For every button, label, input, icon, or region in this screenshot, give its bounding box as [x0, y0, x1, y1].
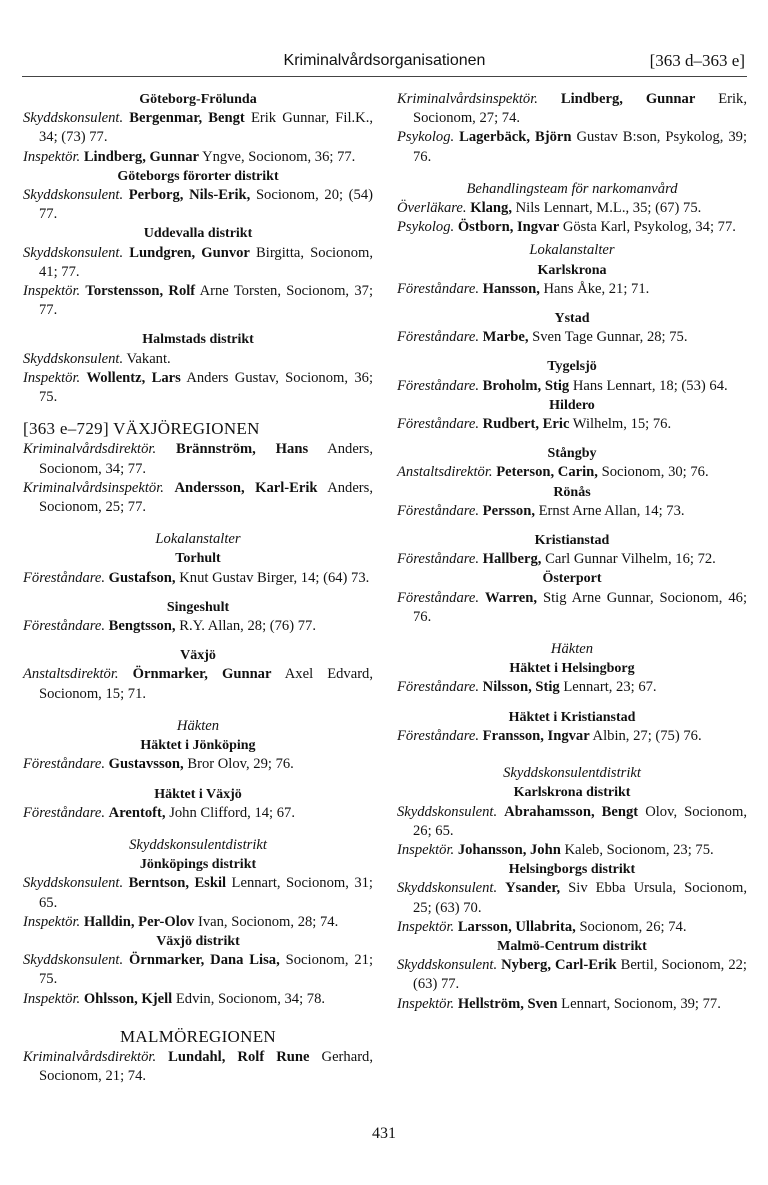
- section-reference: [363 d–363 e]: [649, 51, 745, 70]
- institution-heading: Hildero: [549, 397, 595, 413]
- institution-heading: Växjö: [180, 648, 216, 664]
- entry: Föreståndare. Arentoft, John Clifford, 14; 67.: [23, 804, 296, 821]
- entry: Föreståndare. Marbe, Sven Tage Gunnar, 28; 75.: [397, 329, 688, 346]
- entry: Psykolog. Östborn, Ingvar Gösta Karl, Psykolog, 34; 77.: [397, 219, 736, 236]
- entry: Skyddskonsulent. Vakant.: [23, 350, 171, 367]
- page-header: [22, 46, 747, 77]
- entry: Kriminalvårdsdirektör. Brännström, Hans Anders, Socionom, 34; 77.: [23, 441, 373, 477]
- entry: Inspektör. Johansson, John Kaleb, Socionom, 23; 75.: [397, 841, 714, 858]
- category-heading: Skyddskonsulentdistrikt: [503, 765, 641, 782]
- entry: Anstaltsdirektör. Örnmarker, Gunnar Axel Edvard, Socionom, 15; 71.: [23, 666, 373, 702]
- entry: Inspektör. Torstensson, Rolf Arne Torsten, Socionom, 37; 77.: [23, 283, 373, 319]
- entry: Skyddskonsulent. Lundgren, Gunvor Birgitta, Socionom, 41; 77.: [23, 244, 374, 280]
- institution-heading: Häktet i Växjö: [154, 786, 242, 802]
- institution-heading: Karlskrona: [537, 262, 607, 278]
- entry: Föreståndare. Persson, Ernst Arne Allan, 14; 73.: [397, 502, 685, 519]
- institution-heading: Tygelsjö: [547, 359, 597, 375]
- category-heading: Behandlingsteam för narkomanvård: [466, 180, 678, 197]
- institution-heading: Ystad: [554, 311, 590, 327]
- entry: Kriminalvårdsinspektör. Lindberg, Gunnar Erik, Socionom, 27; 74.: [397, 91, 747, 127]
- left-column: [23, 90, 373, 1086]
- institution-heading: Kristianstad: [534, 533, 610, 549]
- region-heading: [363 e–729] VÄXJÖREGIONEN: [23, 419, 260, 439]
- entry: Skyddskonsulent. Örnmarker, Dana Lisa, Socionom, 21; 75.: [23, 952, 374, 988]
- district-heading: Göteborg-Frölunda: [139, 92, 257, 107]
- category-heading: Lokalanstalter: [155, 531, 241, 548]
- district-heading: Malmö-Centrum distrikt: [497, 938, 647, 954]
- entry: Inspektör. Lindberg, Gunnar Yngve, Socionom, 36; 77.: [23, 148, 356, 165]
- entry: Föreståndare. Rudbert, Eric Wilhelm, 15; 76.: [397, 416, 672, 433]
- institution-heading: Torhult: [175, 551, 221, 567]
- category-heading: Skyddskonsulentdistrikt: [129, 836, 267, 853]
- entry: Föreståndare. Hallberg, Carl Gunnar Vilhelm, 16; 72.: [397, 551, 716, 568]
- category-heading: Häkten: [176, 717, 220, 734]
- entry: Skyddskonsulent. Bergenmar, Bengt Erik Gunnar, Fil.K., 34; (73) 77.: [23, 110, 373, 146]
- entry: Inspektör. Halldin, Per-Olov Ivan, Socionom, 28; 74.: [23, 913, 339, 930]
- district-heading: Karlskrona distrikt: [513, 785, 631, 801]
- district-heading: Helsingborgs distrikt: [508, 862, 636, 878]
- entry: Föreståndare. Gustavsson, Bror Olov, 29; 76.: [23, 756, 294, 773]
- entry: Föreståndare. Warren, Stig Arne Gunnar, Socionom, 46; 76.: [397, 589, 747, 625]
- region-heading: MALMÖREGIONEN: [120, 1026, 276, 1046]
- entry: Skyddskonsulent. Perborg, Nils-Erik, Socionom, 20; (54) 77.: [23, 187, 373, 223]
- right-column: [397, 90, 747, 1014]
- entry: Anstaltsdirektör. Peterson, Carin, Socionom, 30; 76.: [397, 464, 709, 481]
- entry: Skyddskonsulent. Abrahamsson, Bengt Olov, Socionom, 26; 65.: [397, 803, 747, 839]
- entry: Föreståndare. Bengtsson, R.Y. Allan, 28; (76) 77.: [23, 618, 316, 635]
- entry: Kriminalvårdsdirektör. Lundahl, Rolf Rune Gerhard, Socionom, 21; 74.: [23, 1048, 373, 1085]
- entry: Kriminalvårdsinspektör. Andersson, Karl-Erik Anders, Socionom, 25; 77.: [23, 479, 373, 516]
- entry: Skyddskonsulent. Berntson, Eskil Lennart, Socionom, 31; 65.: [23, 875, 373, 911]
- entry: Föreståndare. Nilsson, Stig Lennart, 23; 67.: [397, 679, 657, 696]
- district-heading: Göteborgs förorter distrikt: [117, 168, 279, 184]
- category-heading: Häkten: [550, 641, 594, 658]
- entry: Överläkare. Klang, Nils Lennart, M.L., 35; (67) 75.: [397, 200, 702, 217]
- district-heading: Jönköpings distrikt: [139, 857, 257, 873]
- entry: Föreståndare. Fransson, Ingvar Albin, 27; (75) 76.: [397, 727, 702, 744]
- entry: Föreståndare. Broholm, Stig Hans Lennart, 18; (53) 64.: [397, 377, 728, 394]
- entry: Skyddskonsulent. Nyberg, Carl-Erik Bertil, Socionom, 22; (63) 77.: [397, 957, 747, 993]
- institution-heading: Häktet i Jönköping: [140, 738, 256, 754]
- running-title: Kriminalvårdsorganisationen: [283, 52, 486, 69]
- institution-heading: Stångby: [547, 446, 597, 462]
- entry: Inspektör. Ohlsson, Kjell Edvin, Socionom, 34; 78.: [23, 990, 326, 1007]
- institution-heading: Singeshult: [166, 599, 230, 615]
- entry: Skyddskonsulent. Ysander, Siv Ebba Ursula, Socionom, 25; (63) 70.: [397, 880, 747, 916]
- district-heading: Växjö distrikt: [156, 933, 240, 949]
- district-heading: Uddevalla distrikt: [143, 226, 253, 242]
- category-heading: Lokalanstalter: [529, 242, 615, 259]
- institution-heading: Häktet i Kristianstad: [508, 709, 636, 725]
- entry: Inspektör. Hellström, Sven Lennart, Socionom, 39; 77.: [397, 995, 721, 1012]
- entry: Inspektör. Larsson, Ullabrita, Socionom, 26; 74.: [397, 918, 687, 935]
- entry: Föreståndare. Hansson, Hans Åke, 21; 71.: [397, 280, 650, 297]
- entry: Inspektör. Wollentz, Lars Anders Gustav, Socionom, 36; 75.: [23, 369, 373, 406]
- page-number: 431: [372, 1125, 396, 1142]
- district-heading: Halmstads distrikt: [142, 332, 254, 348]
- entry: Föreståndare. Gustafson, Knut Gustav Birger, 14; (64) 73.: [23, 569, 370, 586]
- entry: Psykolog. Lagerbäck, Björn Gustav B:son, Psykolog, 39; 76.: [397, 129, 747, 165]
- institution-heading: Häktet i Helsingborg: [509, 661, 635, 677]
- institution-heading: Rönås: [553, 484, 591, 500]
- institution-heading: Österport: [542, 571, 602, 587]
